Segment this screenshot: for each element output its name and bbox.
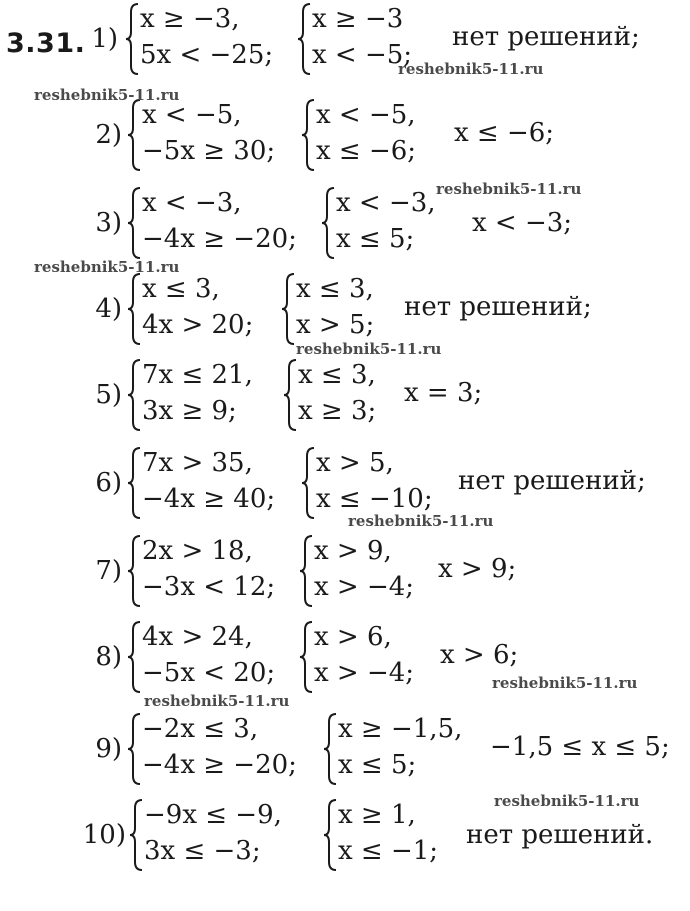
system-line: x ≤ 3, <box>298 360 376 390</box>
solution-row-10 <box>0 798 690 880</box>
system-line: −9x ≤ −9, <box>144 800 282 830</box>
brace-icon <box>298 534 314 608</box>
system-line: x > 5; <box>296 310 375 340</box>
solution-row-3 <box>0 186 690 268</box>
system-line: −4x ≥ 40; <box>142 484 276 514</box>
system-line: x > 6, <box>314 622 392 652</box>
brace-icon <box>126 620 142 694</box>
system-line: −5x ≥ 30; <box>142 136 276 166</box>
solution-row-7 <box>0 534 690 616</box>
item-number: 10) <box>82 820 126 850</box>
system-line: −4x ≥ −20; <box>142 750 297 780</box>
watermark: reshebnik5-11.ru <box>398 60 544 78</box>
answer: нет решений; <box>452 22 640 52</box>
system-line: x > 5, <box>316 448 394 478</box>
watermark: reshebnik5-11.ru <box>436 180 582 198</box>
answer: x = 3; <box>404 378 483 408</box>
system-line: −2x ≤ 3, <box>142 714 259 744</box>
brace-icon <box>320 186 336 260</box>
answer: нет решений; <box>458 466 646 496</box>
brace-icon <box>126 446 142 520</box>
item-number: 5) <box>95 380 122 410</box>
item-number: 4) <box>95 294 122 324</box>
item-number: 7) <box>95 556 122 586</box>
brace-icon <box>126 186 142 260</box>
system-line: x ≤ −6; <box>316 136 417 166</box>
answer: x > 9; <box>438 554 517 584</box>
brace-icon <box>126 358 142 432</box>
watermark: reshebnik5-11.ru <box>34 86 180 104</box>
solution-row-2 <box>0 98 690 180</box>
system-line: 3x ≥ 9; <box>142 396 237 426</box>
system-line: 2x > 18, <box>142 536 253 566</box>
system-line: x ≤ −10; <box>316 484 433 514</box>
brace-icon <box>282 358 298 432</box>
system-line: −3x < 12; <box>142 572 276 602</box>
brace-icon <box>128 798 144 872</box>
problem-number: 3.31. <box>6 28 86 59</box>
system-line: x ≤ 5; <box>338 750 417 780</box>
item-number: 9) <box>95 734 122 764</box>
system-line: 4x > 20; <box>142 310 254 340</box>
solution-row-1 <box>0 2 690 84</box>
system-line: −5x < 20; <box>142 658 276 688</box>
answer: −1,5 ≤ x ≤ 5; <box>490 732 670 762</box>
system-line: 7x ≤ 21, <box>142 360 253 390</box>
answer: x ≤ −6; <box>454 118 555 148</box>
brace-icon <box>126 272 142 346</box>
item-number: 1) <box>91 24 118 54</box>
solution-row-6 <box>0 446 690 528</box>
brace-icon <box>126 712 142 786</box>
watermark: reshebnik5-11.ru <box>34 258 180 276</box>
answer: x > 6; <box>440 640 519 670</box>
system-line: x < −5; <box>312 40 413 70</box>
brace-icon <box>300 98 316 172</box>
system-line: x < −3, <box>336 188 436 218</box>
system-line: 3x ≤ −3; <box>144 836 261 866</box>
answer: нет решений; <box>404 292 592 322</box>
watermark: reshebnik5-11.ru <box>492 674 638 692</box>
system-line: x > 9, <box>314 536 392 566</box>
item-number: 8) <box>95 642 122 672</box>
watermark: reshebnik5-11.ru <box>494 792 640 810</box>
system-line: x ≥ −1,5, <box>338 714 463 744</box>
system-line: 7x > 35, <box>142 448 253 478</box>
item-number: 2) <box>95 120 122 150</box>
system-line: −4x ≥ −20; <box>142 224 297 254</box>
watermark: reshebnik5-11.ru <box>348 512 494 530</box>
system-line: x ≥ −3, <box>140 4 240 34</box>
brace-icon <box>322 798 338 872</box>
system-line: 4x > 24, <box>142 622 253 652</box>
brace-icon <box>300 446 316 520</box>
item-number: 3) <box>95 208 122 238</box>
brace-icon <box>322 712 338 786</box>
system-line: 5x < −25; <box>140 40 274 70</box>
system-line: x ≥ 3; <box>298 396 377 426</box>
system-line: x ≤ 5; <box>336 224 415 254</box>
system-line: x ≥ −3 <box>312 4 404 34</box>
system-line: x < −5, <box>142 100 242 130</box>
system-line: x ≤ −1; <box>338 836 439 866</box>
brace-icon <box>296 2 312 76</box>
system-line: x ≥ 1, <box>338 800 416 830</box>
answer: нет решений. <box>466 820 654 850</box>
system-line: x > −4; <box>314 572 415 602</box>
item-number: 6) <box>95 468 122 498</box>
answer: x < −3; <box>472 208 573 238</box>
system-line: x < −3, <box>142 188 242 218</box>
solution-row-9 <box>0 712 690 794</box>
watermark: reshebnik5-11.ru <box>144 692 290 710</box>
solution-row-5 <box>0 358 690 440</box>
brace-icon <box>126 98 142 172</box>
brace-icon <box>126 534 142 608</box>
system-line: x < −5, <box>316 100 416 130</box>
brace-icon <box>124 2 140 76</box>
system-line: x ≤ 3, <box>142 274 220 304</box>
brace-icon <box>280 272 296 346</box>
system-line: x ≤ 3, <box>296 274 374 304</box>
watermark: reshebnik5-11.ru <box>296 340 442 358</box>
system-line: x > −4; <box>314 658 415 688</box>
brace-icon <box>298 620 314 694</box>
